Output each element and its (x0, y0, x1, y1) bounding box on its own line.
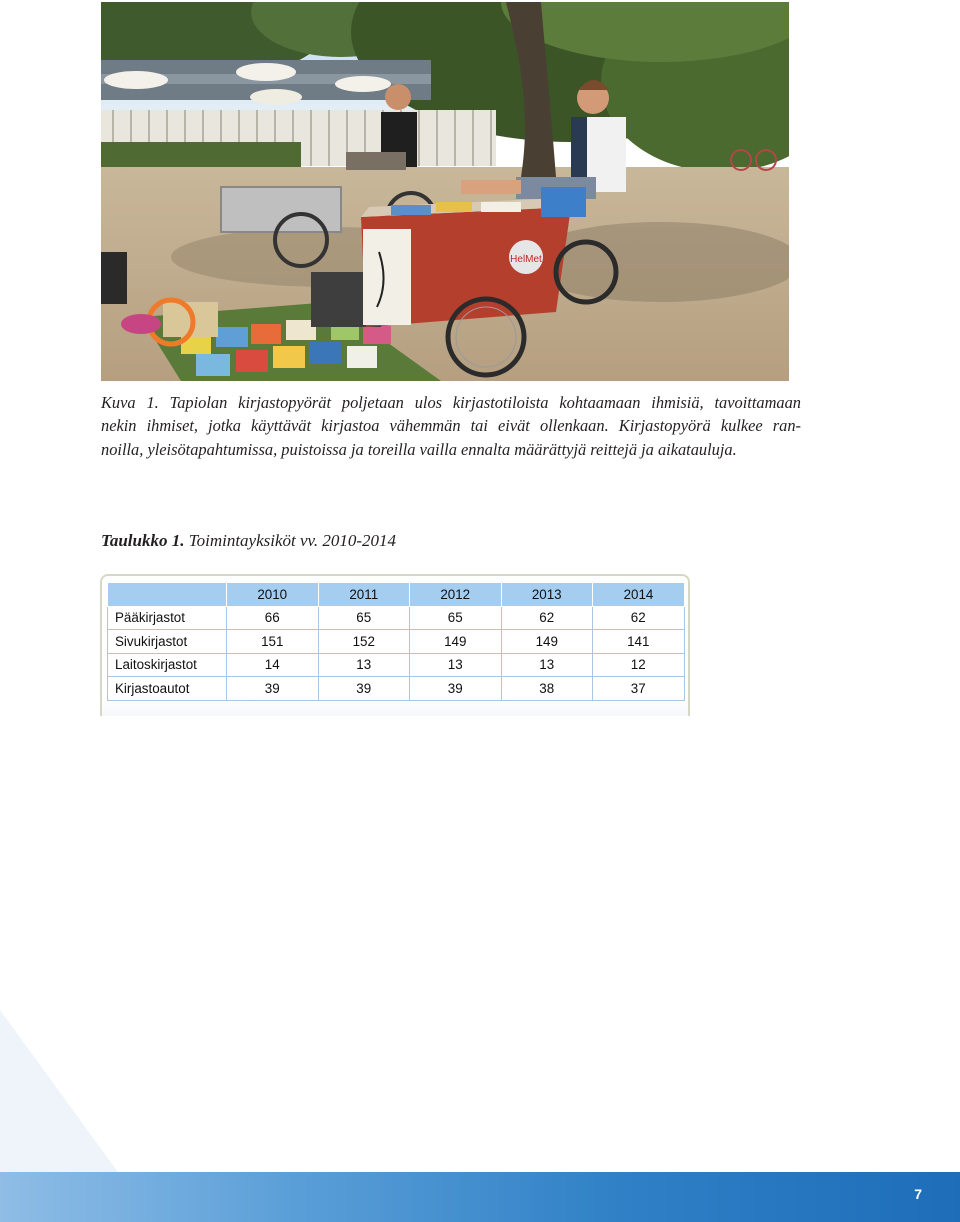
table-header-cell: 2011 (318, 583, 410, 606)
table-cell: 13 (501, 653, 593, 677)
table-row (108, 606, 685, 630)
table-row-label: Pääkirjastot (108, 606, 227, 630)
page-number: 7 (914, 1186, 922, 1202)
table-header-cell: 2012 (410, 583, 502, 606)
photo-caption (101, 391, 801, 461)
table-cell: 38 (501, 677, 593, 701)
table-row (108, 677, 685, 701)
caption-line: nekin ihmiset, jotka käyttävät kirjastoa vähemmän tai eivät ollenkaan. Kirjastopyörä kulkee ran- (101, 416, 801, 436)
table-cell: 39 (227, 677, 319, 701)
table-cell: 14 (227, 653, 319, 677)
table-cell: 152 (318, 630, 410, 654)
table-header-cell: 2014 (593, 583, 685, 606)
table-header-cell: 2010 (227, 583, 319, 606)
table-cell: 37 (593, 677, 685, 701)
table-title-label: Taulukko 1. (101, 531, 185, 550)
photo-library-bikes (101, 2, 789, 381)
table-header-cell (108, 583, 227, 606)
caption-line: Kuva 1. Tapiolan kirjastopyörät poljetaan ulos kirjastotiloista kohtaamaan ihmisiä, tavoittamaan (101, 393, 801, 412)
helmet-logo-text: HelMet (510, 254, 542, 265)
table-row (108, 653, 685, 677)
table-cell: 141 (593, 630, 685, 654)
table-row (108, 630, 685, 654)
table-cell: 39 (410, 677, 502, 701)
table-header-cell: 2013 (501, 583, 593, 606)
table-cell: 65 (410, 606, 502, 630)
units-table (107, 583, 685, 701)
table-title (101, 531, 396, 551)
table-row-label: Kirjastoautot (108, 677, 227, 701)
table-row-label: Sivukirjastot (108, 630, 227, 654)
table-header-row (108, 583, 685, 606)
table-cell: 66 (227, 606, 319, 630)
caption-line: noilla, yleisötapahtumissa, puistoissa ja toreilla vailla ennalta määrättyjä reittejä ja aikatauluja. (101, 439, 737, 459)
table-row-label: Laitoskirjastot (108, 653, 227, 677)
table-cell: 149 (501, 630, 593, 654)
table-cell: 13 (318, 653, 410, 677)
table-cell: 39 (318, 677, 410, 701)
table-cell: 13 (410, 653, 502, 677)
table-cell: 151 (227, 630, 319, 654)
table-cell: 12 (593, 653, 685, 677)
footer-band (0, 1172, 960, 1222)
table-cell: 65 (318, 606, 410, 630)
decorative-triangle (0, 1010, 160, 1175)
table-cell: 62 (593, 606, 685, 630)
table-title-text: Toimintayksiköt vv. 2010-2014 (188, 531, 396, 550)
table-cell: 149 (410, 630, 502, 654)
table-cell: 62 (501, 606, 593, 630)
